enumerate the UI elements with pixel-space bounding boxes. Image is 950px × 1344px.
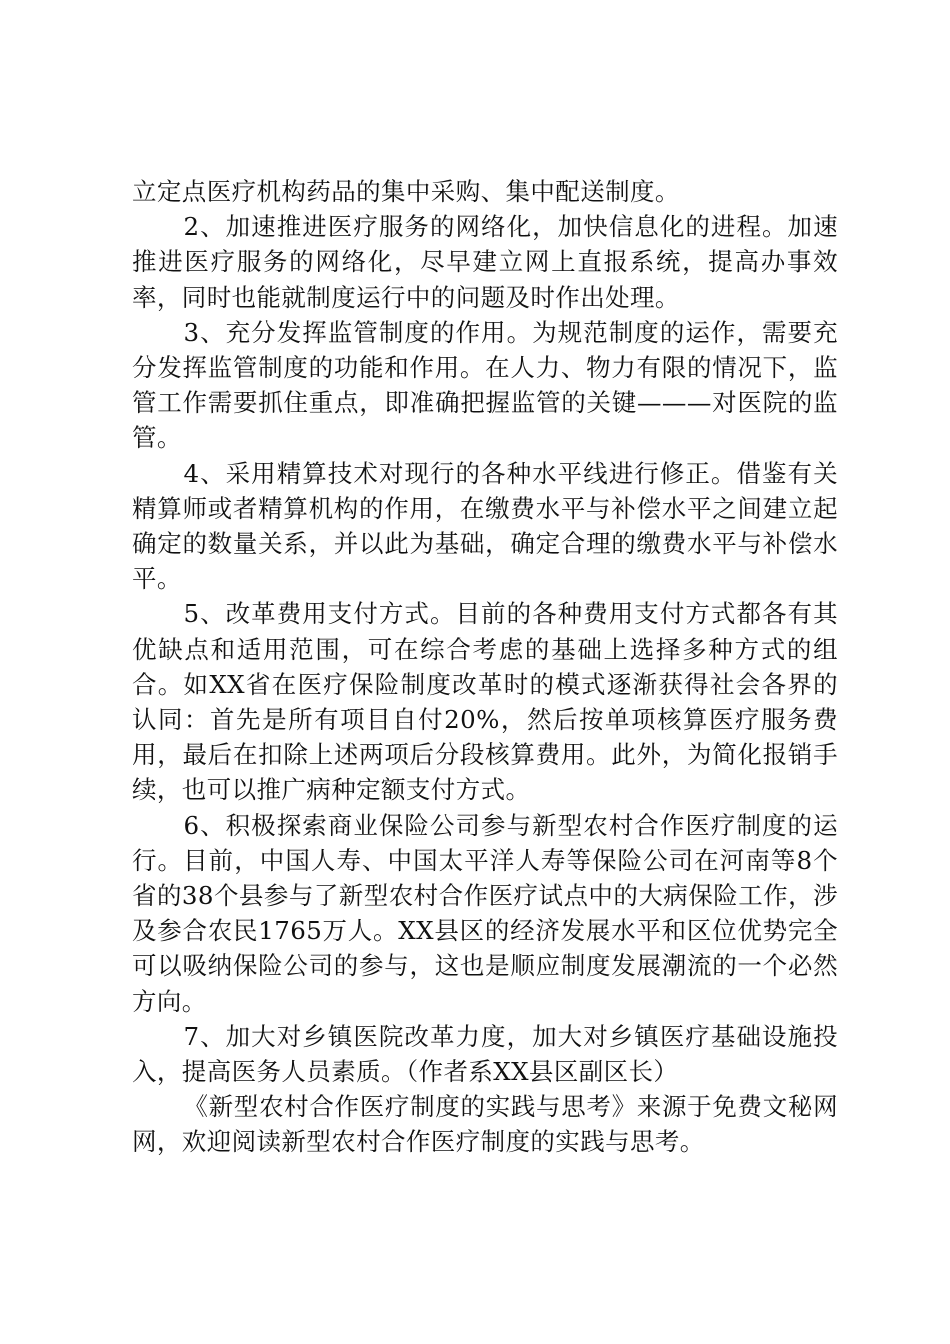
paragraph-item-2: 2、加速推进医疗服务的网络化，加快信息化的进程。加速推进医疗服务的网络化，尽早建立网上直报系统，提高办事效率，同时也能就制度运行中的问题及时作出处理。 [132,212,838,312]
paragraph-item-5: 5、改革费用支付方式。目前的各种费用支付方式都各有其优缺点和适用范围，可在综合考虑的基础上选择多种方式的组合。如XX省在医疗保险制度改革时的模式逐渐获得社会各界的认同：首先是所有项目自付20%，然后按单项核算医疗服务费用，最后在扣除上述两项后分段核算费用。此外，为简化报销手续，也可以推广病种定额支付方式。 [132,599,838,805]
source-note: 《新型农村合作医疗制度的实践与思考》来源于免费文秘网网，欢迎阅读新型农村合作医疗制度的实践与思考。 [132,1092,838,1157]
paragraph-item-7: 7、加大对乡镇医院改革力度，加大对乡镇医疗基础设施投入，提高医务人员素质。（作者系XX县区副区长） [132,1021,838,1087]
paragraph-item-3: 3、充分发挥监管制度的作用。为规范制度的运作，需要充分发挥监管制度的功能和作用。在人力、物力有限的情况下，监管工作需要抓住重点，即准确把握监管的关键———对医院的监管。 [132,317,838,453]
paragraph-item-6: 6、积极探索商业保险公司参与新型农村合作医疗制度的运行。目前，中国人寿、中国太平洋人寿等保险公司在河南等8个省的38个县参与了新型农村合作医疗试点中的大病保险工作，涉及参合农民1765万人。XX县区的经济发展水平和区位优势完全可以吸纳保险公司的参与，这也是顺应制度发展潮流的一个必然方向。 [132,810,838,1016]
paragraph-continuation: 立定点医疗机构药品的集中采购、集中配送制度。 [132,177,680,206]
paragraph-item-4: 4、采用精算技术对现行的各种水平线进行修正。借鉴有关精算师或者精算机构的作用，在缴费水平与补偿水平之间建立起确定的数量关系，并以此为基础，确定合理的缴费水平与补偿水平。 [132,458,838,594]
document-body [132,174,838,1160]
